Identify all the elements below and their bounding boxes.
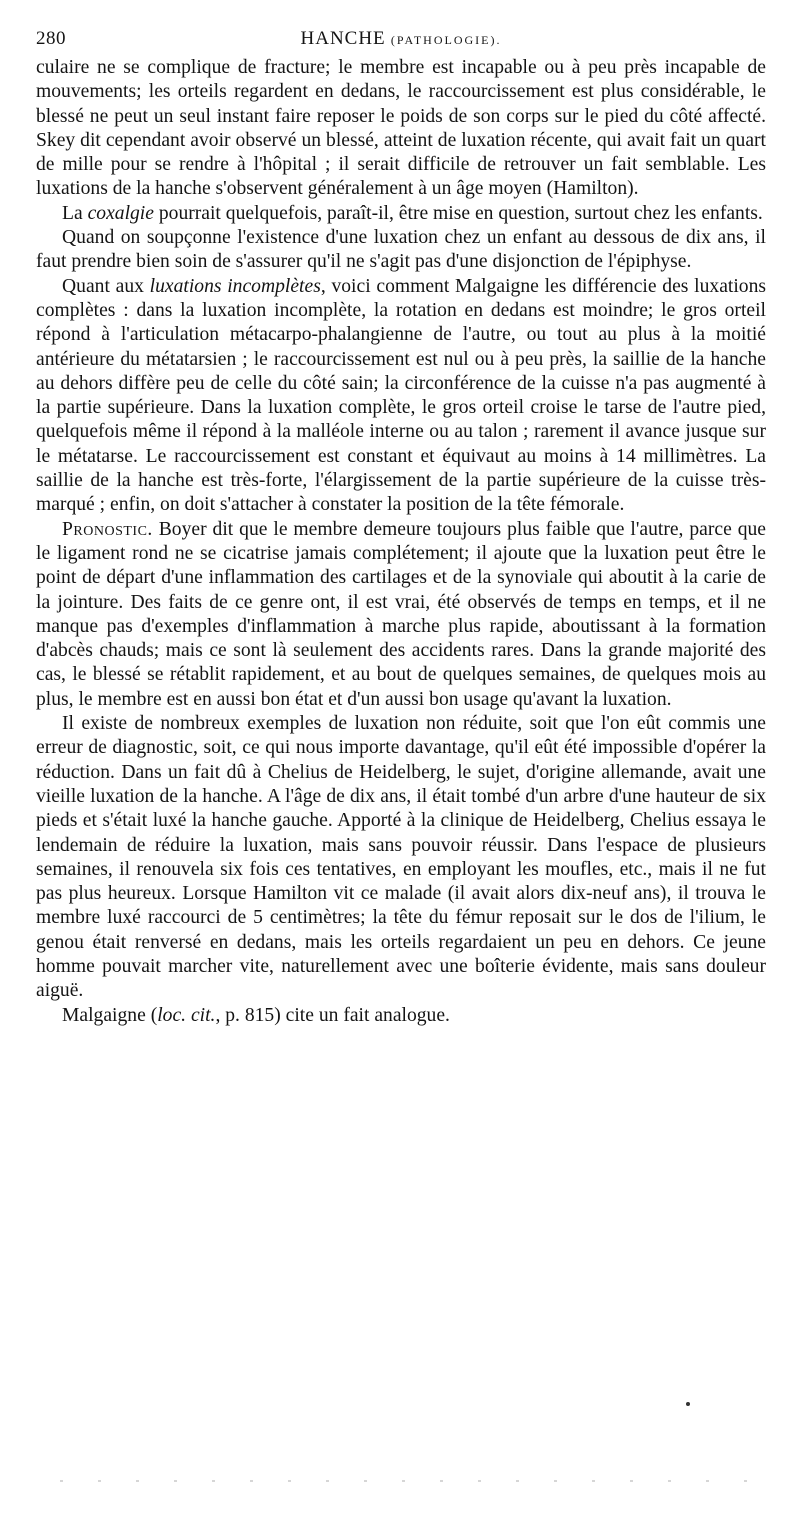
paragraph-text: pourrait quelquefois, paraît-il, être mise en question, surtout chez les enfants. (153, 202, 763, 224)
running-title (36, 28, 766, 50)
paragraph-text: Malgaigne ( (62, 1004, 158, 1026)
paragraph-text: , voici comment Malgaigne les différencie des luxations complètes : dans la luxation incomplète, la rotation en dedans est moindre; le gros orteil répond à l'articulation métacarpo-phalangienne de l'autre, ou tout au plus à la moitié antérieure du métatarsien ; le raccourcissement est nul ou à peu près, la saillie de la hanche au dehors diffère peu de celle du côté sain; la circonférence de la cuisse n'a pas augmenté à la partie supérieure. Dans la luxation complète, le gros orteil croise le tarse de l'autre pied, quelquefois même il répond à la malléole interne ou au talon ; rarement il avance jusque sur le métatarse. Le raccourcissement est constant et équivaut au moins à 14 millimètres. La saillie de la hanche est très-forte, l'élargissement de la partie supérieure de la cuisse très-marqué ; enfin, on doit s'attacher à constater la position de la tête fémorale. (36, 275, 766, 516)
paragraph-pronostic (36, 518, 766, 712)
paragraph-luxations-incompletes (36, 275, 766, 518)
stray-ink-mark (686, 1402, 690, 1406)
paragraph-coxalgie (36, 202, 766, 226)
paragraph-malgaigne (36, 1004, 766, 1028)
body-text (36, 56, 766, 1028)
citation-reference: loc. cit. (157, 1004, 216, 1026)
page (36, 26, 766, 1028)
paragraph-text: , p. 815) cite un fait analogue. (215, 1004, 450, 1026)
paragraph-text: La (62, 202, 88, 224)
running-header (36, 26, 766, 56)
section-lead-in: Pronostic. (62, 518, 153, 540)
paragraph-text: Boyer dit que le membre demeure toujours plus faible que l'autre, parce que le ligament rond ne se cicatrise jamais complétement; il ajoute que la luxation peut être le point de départ d'une inflammation des cartilages et de la synoviale qui aboutit à la carie de la jointure. Des faits de ce genre ont, il est vrai, été observés de temps en temps, et il ne manque pas d'exemples d'inflammation à marche plus rapide, aboutissant à la formation d'abcès chauds; mais ce sont là seulement des accidents rares. Dans la grande majorité des cas, le blessé se rétablit rapidement, et au bout de quelques semaines, de quelques mois au plus, le membre est en aussi bon état et d'un aussi bon usage qu'avant la luxation. (36, 518, 766, 710)
scan-speckle-line (60, 1480, 750, 1482)
running-title-subtitle: (PATHOLOGIE). (390, 33, 502, 47)
paragraph-text: Quant aux (62, 275, 150, 297)
emphasis-term: luxations incomplètes (149, 275, 321, 297)
emphasis-term: coxalgie (87, 202, 154, 224)
paragraph-epiphyse: Quand on soupçonne l'existence d'une luxation chez un enfant au dessous de dix ans, il faut prendre bien soin de s'assurer qu'il ne s'agit pas d'une disjonction de l'épiphyse. (36, 227, 766, 273)
paragraph-continuation: culaire ne se complique de fracture; le membre est incapable ou à peu près incapable de mouvements; les orteils regardent en dedans, le raccourcissement est plus considérable, le blessé ne peut un seul instant faire reposer le poids de son corps sur le pied du côté affecté. Skey dit cependant avoir observé un blessé, atteint de luxation récente, qui avait fait un quart de mille pour se rendre à l'hôpital ; il serait difficile de retrouver un fait semblable. Les luxations de la hanche s'observent généralement à un âge moyen (Hamilton). (36, 57, 766, 200)
page-number: 280 (36, 28, 66, 49)
paragraph-luxation-non-reduite: Il existe de nombreux exemples de luxation non réduite, soit que l'on eût commis une erreur de diagnostic, soit, ce qui nous importe davantage, qu'il eût été impossible d'opérer la réduction. Dans un fait dû à Chelius de Heidelberg, le sujet, d'origine allemande, avait une vieille luxation de la hanche. A l'âge de dix ans, il était tombé d'un arbre d'une hauteur de six pieds et s'était luxé la hanche gauche. Apporté à la clinique de Heidelberg, Chelius essaya le lendemain de réduire la luxation, mais sans pouvoir réussir. Dans l'espace de plusieurs semaines, il renouvela six fois ces tentatives, en employant les moufles, etc., mais il ne fut pas plus heureux. Lorsque Hamilton vit ce malade (il avait alors dix-neuf ans), il trouva le membre luxé raccourci de 5 centimètres; la tête du fémur reposait sur le dos de l'ilium, le genou était renversé en dedans, mais les orteils regardaient un peu en dehors. Ce jeune homme pouvait marcher vite, naturellement avec une boîterie évidente, mais sans douleur aiguë. (36, 713, 766, 1002)
running-title-main: HANCHE (300, 28, 386, 49)
